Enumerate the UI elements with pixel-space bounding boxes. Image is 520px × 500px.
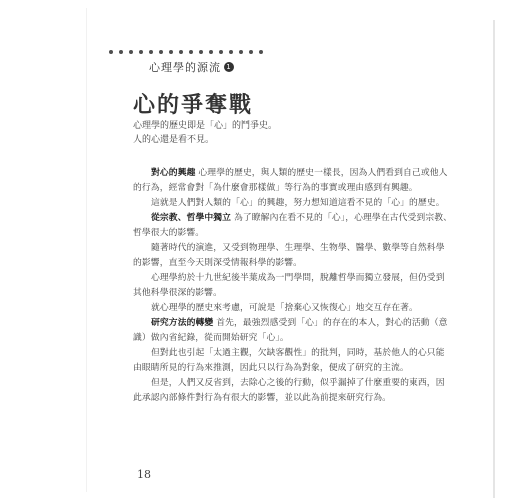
paragraph: 隨著時代的演進，又受到物理學、生理學、生物學、醫學、數學等自然科學的影響，直至今天則深受情報科學的影響。 <box>133 243 445 268</box>
paragraph <box>133 166 453 196</box>
header-dot <box>229 50 233 54</box>
header-dot <box>109 50 113 54</box>
body-text <box>133 166 453 406</box>
section-label: 對心的興趣 <box>151 168 196 178</box>
paragraph: 這就是人們對人類的「心」的興趣，努力想知道這看不見的「心」的歷史。 <box>151 198 445 208</box>
chapter-number-badge: 1 <box>224 62 234 72</box>
running-header <box>109 50 299 84</box>
header-dot <box>159 50 163 54</box>
header-dot <box>139 50 143 54</box>
chapter-heading <box>149 59 234 75</box>
header-dot <box>149 50 153 54</box>
paragraph <box>133 211 453 241</box>
paragraph: 就心理學的歷史來考慮，可說是「捨棄心又恢復心」地交互存在著。 <box>151 303 418 313</box>
header-dot <box>209 50 213 54</box>
book-page <box>86 8 503 492</box>
header-dot <box>259 50 263 54</box>
page-number: 18 <box>137 468 151 481</box>
header-dot <box>169 50 173 54</box>
section-label: 從宗教、哲學中獨立 <box>151 213 232 223</box>
section-label: 研究方法的轉變 <box>151 318 214 328</box>
header-dot <box>179 50 183 54</box>
page-edge-shadow <box>493 20 495 498</box>
intro-line: 人的心還是看不見。 <box>133 135 215 145</box>
header-dot <box>239 50 243 54</box>
paragraph-text: 為了瞭解內在看不見的「心」，心理學在古代受到宗教、哲學很大的影響。 <box>133 213 453 238</box>
paragraph: 但對此也引起「太過主觀，欠缺客觀性」的批判，同時，基於他人的心只能由眼睛所見的行為來推測，因此只以行為為對象，便成了研究的主流。 <box>133 348 445 373</box>
paragraph: 心理學約於十九世紀後半葉成為一門學問，脫離哲學而獨立發展，但仍受到其他科學很深的影響。 <box>133 273 445 298</box>
header-dot <box>199 50 203 54</box>
header-dot-row <box>109 50 263 54</box>
paragraph <box>133 316 453 346</box>
paragraph: 但是，人們又反省到，去除心之後的行動，似乎漏掉了什麼重要的東西，因此承認內部條件對行為有很大的影響，並以此為前提來研究行為。 <box>133 378 445 403</box>
intro-line: 心理學的歷史即是「心」的鬥爭史。 <box>133 121 278 131</box>
page-title: 心的爭奪戰 <box>133 93 254 118</box>
header-dot <box>119 50 123 54</box>
page-intro <box>133 119 277 147</box>
header-dot <box>189 50 193 54</box>
paragraph-text: 心理學的歷史，與人類的歷史一樣長，因為人們看到自己或他人的行為，經常會對「為什麼會那樣做」等行為的事實或理由感到有興趣。 <box>133 168 448 193</box>
paragraph-text: 首先，最強烈感受到「心」的存在的本人，對心的活動（意識）做內省紀錄，從而開始研究「心」。 <box>133 318 448 343</box>
header-dot <box>219 50 223 54</box>
chapter-title: 心理學的源流 <box>149 61 221 74</box>
header-dot <box>249 50 253 54</box>
header-dot <box>129 50 133 54</box>
